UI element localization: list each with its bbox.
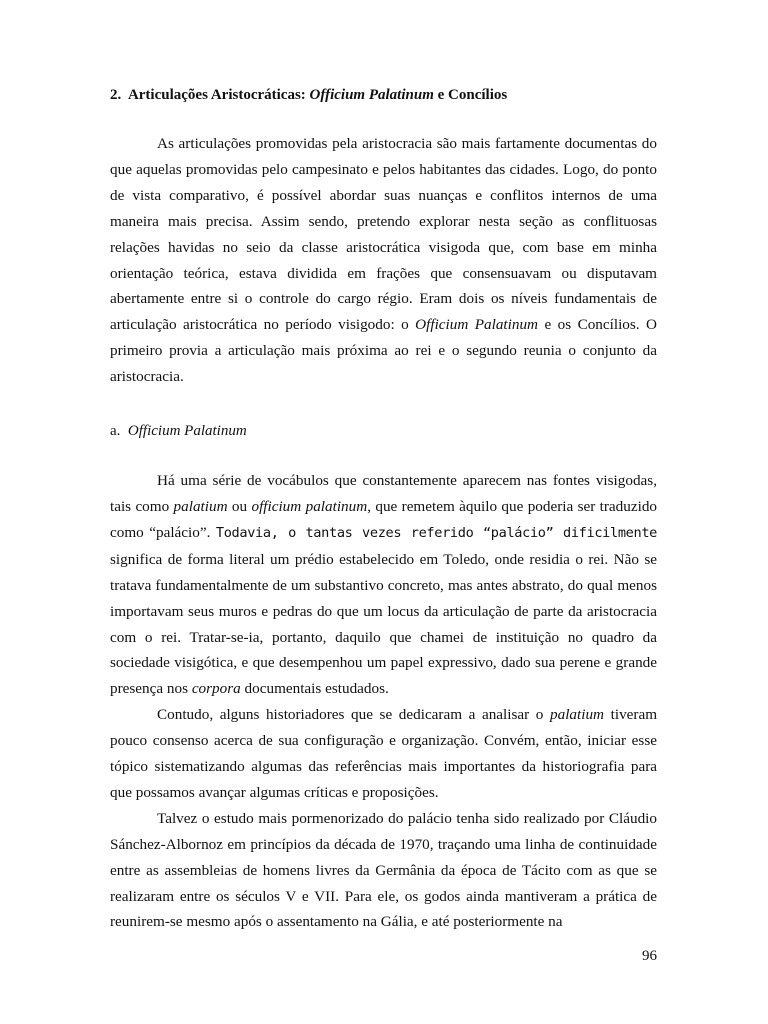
page-number: 96 bbox=[642, 948, 657, 964]
paragraph-intro-italic: Officium Palatinum bbox=[415, 316, 539, 334]
paragraph-historians-s1: Contudo, alguns historiadores que se dedicaram a analisar o bbox=[157, 706, 544, 724]
paragraph-historians bbox=[110, 702, 657, 806]
paragraph-palatium-i2: officium palatinum bbox=[251, 497, 368, 515]
page-content bbox=[110, 84, 657, 935]
subsection-heading bbox=[110, 420, 657, 442]
paragraph-palatium-s2: ou bbox=[231, 497, 248, 515]
paragraph-palatium-s3: , que remetem àquilo que poderia ser traduzido como “palácio”. bbox=[110, 497, 658, 541]
section-title-part1: Articulações Aristocráticas: bbox=[127, 87, 306, 103]
section-title-italic: Officium Palatinum bbox=[309, 87, 434, 103]
paragraph-sanchez-albornoz bbox=[110, 806, 657, 936]
paragraph-palatium-s1: Há uma série de vocábulos que constantemente aparecem nas fontes visigodas, tais como bbox=[110, 472, 657, 515]
paragraph-palatium-s4: significa de forma literal um prédio estabelecido em Toledo, onde residia o rei. Não se tratava fundamentalmente de um substantivo concreto, mas antes abstrato, do qual menos importavam seus muros e pedras do que um locus da articulação de parte da aristocracia com o rei. Tratar-se-ia, portanto, daquilo que chamei de instituição no quadro da sociedade visigótica, e que desempenhou um papel expressivo, dado sua perene e grande presença nos bbox=[110, 550, 657, 698]
paragraph-intro-text: As articulações promovidas pela aristocracia são mais fartamente documentas do que aquelas promovidas pelo campesinato e pelos habitantes das cidades. Logo, do ponto de vista comparativo, é possível abordar suas nuanças e conflitos internos de uma maneira mais precisa. Assim sendo, pretendo explorar nesta seção as conflituosas relações havidas no seio da classe aristocrática visigoda que, com base em minha orientação teórica, estava dividida em frações que consensuavam ou disputavam abertamente entre si o controle do cargo régio. Eram dois os níveis fundamentais de articulação aristocrática no período visigodo: o bbox=[110, 135, 657, 334]
subsection-title: Officium Palatinum bbox=[127, 423, 247, 440]
paragraph-intro bbox=[110, 131, 657, 390]
paragraph-palatium-mono-text: Todavia, o tantas vezes referido “palácio” dificilmente bbox=[215, 524, 657, 541]
paragraph-historians-s2: tiveram pouco consenso acerca de sua configuração e organização. Convém, então, iniciar esse tópico sistematizando algumas das referências mais importantes da historiografia para que possamos avançar algumas críticas e proposições. bbox=[110, 706, 658, 801]
section-title-part2: e Concílios bbox=[437, 87, 508, 103]
paragraph-intro-end: e os Concílios. O primeiro provia a articulação mais próxima ao rei e o segundo reunia o conjunto da aristocracia. bbox=[110, 316, 658, 386]
paragraph-palatium-i1: palatium bbox=[173, 497, 228, 515]
paragraph-historians-i1: palatium bbox=[550, 706, 605, 724]
paragraph-palatium bbox=[110, 468, 657, 702]
paragraph-sanchez-albornoz-text: Talvez o estudo mais pormenorizado do palácio tenha sido realizado por Cláudio Sánchez-Albornoz em princípios da década de 1970, traçando uma linha de continuidade entre as assembleias de homens livres da Germânia da época de Tácito com as que se realizaram entre os séculos V e VII. Para ele, os godos ainda mantiveram a prática de reunirem-se mesmo após o assentamento na Gália, e até posteriormente na bbox=[110, 809, 657, 931]
section-number: 2. bbox=[110, 87, 122, 103]
paragraph-palatium-i3: corpora bbox=[191, 680, 241, 698]
subsection-letter: a. bbox=[110, 423, 121, 440]
section-heading bbox=[110, 84, 657, 106]
paragraph-palatium-s5: documentais estudados. bbox=[244, 680, 389, 698]
